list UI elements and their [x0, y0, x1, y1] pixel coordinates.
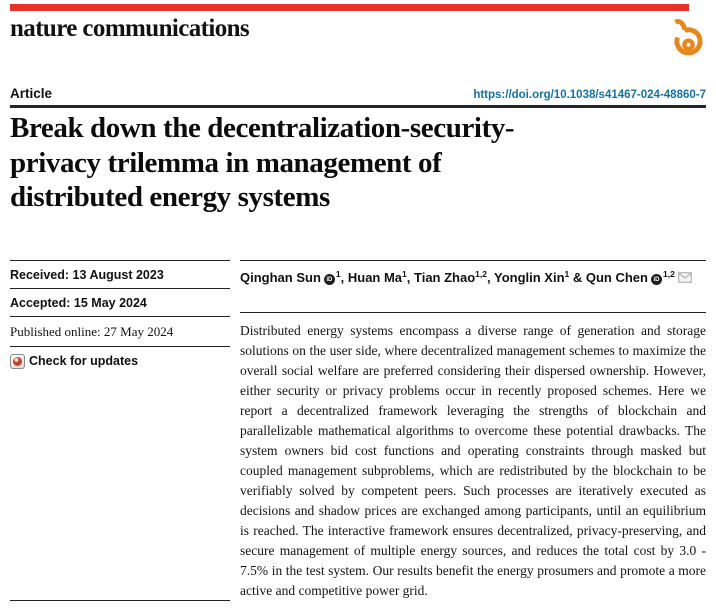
meta-columns: [10, 260, 706, 601]
author-affiliation-sup: 1,2: [475, 268, 487, 279]
author-name: Qun Chen: [585, 269, 648, 285]
orcid-icon[interactable]: iD: [324, 274, 335, 285]
article-first-page: [0, 4, 716, 601]
abstract-text: Distributed energy systems encompass a diverse range of generation and storage solutions on the user side, where decentralized management schemes to maximize the overall social welfare are preferred considering their dispersed ownership. However, either security or privacy problems occur in recently proposed schemes. Here we report a decentralized framework leveraging the strengths of blockchain and parallelizable mathematical algorithms to overcome these potential drawbacks. The system owners bid cost functions and operating constraints through masked but coupled management subproblems, which are redistributed by the blockchain to be verifiably solved by competent peers. Such processes are iteratively executed as decisions and shadow prices are exchanged among participants, until an equilibrium is reached. The interactive framework ensures decentralized, privacy-preserving, and secure management of multiple energy sources, and reduces the total cost by 3.0 - 7.5% in the test system. Our results benefit the energy prosumers and promote a more active and competitive power grid.: [240, 322, 706, 598]
author-separator: ,: [406, 269, 414, 285]
author-separator: ,: [340, 269, 348, 285]
article-title: [10, 111, 706, 215]
article-history: [10, 260, 230, 601]
author-affiliation-sup: 1: [335, 268, 341, 279]
corresponding-author-email-icon[interactable]: [678, 271, 692, 286]
open-access-icon: [674, 17, 703, 57]
author-affiliation-sup: 1: [402, 268, 407, 279]
check-for-updates-button[interactable]: [10, 346, 230, 375]
accepted-date: Accepted: 15 May 2024: [10, 288, 230, 316]
abstract-section: [240, 312, 706, 601]
author-name: Huan Ma: [347, 269, 403, 285]
masthead-accent-bar: [10, 4, 689, 11]
author-affiliation-sup: 1,2: [662, 268, 675, 279]
article-type-label: Article: [10, 86, 53, 101]
article-title-line3: distributed energy systems: [10, 181, 330, 213]
right-column: [240, 260, 706, 601]
article-title-line1: Break down the decentralization-security-: [10, 112, 515, 144]
author-separator: &: [569, 269, 586, 285]
author-name: Yonglin Xin: [493, 269, 565, 285]
received-date: Received: 13 August 2023: [10, 260, 230, 288]
author-list: [240, 260, 706, 312]
article-title-line2: privacy trilemma in management of: [10, 146, 442, 179]
author-separator: ,: [486, 269, 494, 285]
author-name: Qinghan Sun: [240, 269, 321, 285]
check-for-updates-label: Check for updates: [29, 354, 139, 368]
author-name: Tian Zhao: [414, 269, 476, 285]
orcid-icon[interactable]: iD: [651, 274, 662, 285]
doi-link[interactable]: https://doi.org/10.1038/s41467-024-48860-7: [473, 89, 706, 101]
crossmark-icon: [10, 354, 25, 369]
published-date: Published online: 27 May 2024: [10, 316, 230, 346]
author-affiliation-sup: 1: [564, 268, 570, 279]
article-type-row: [10, 86, 706, 108]
journal-logo: nature communications: [10, 15, 250, 42]
